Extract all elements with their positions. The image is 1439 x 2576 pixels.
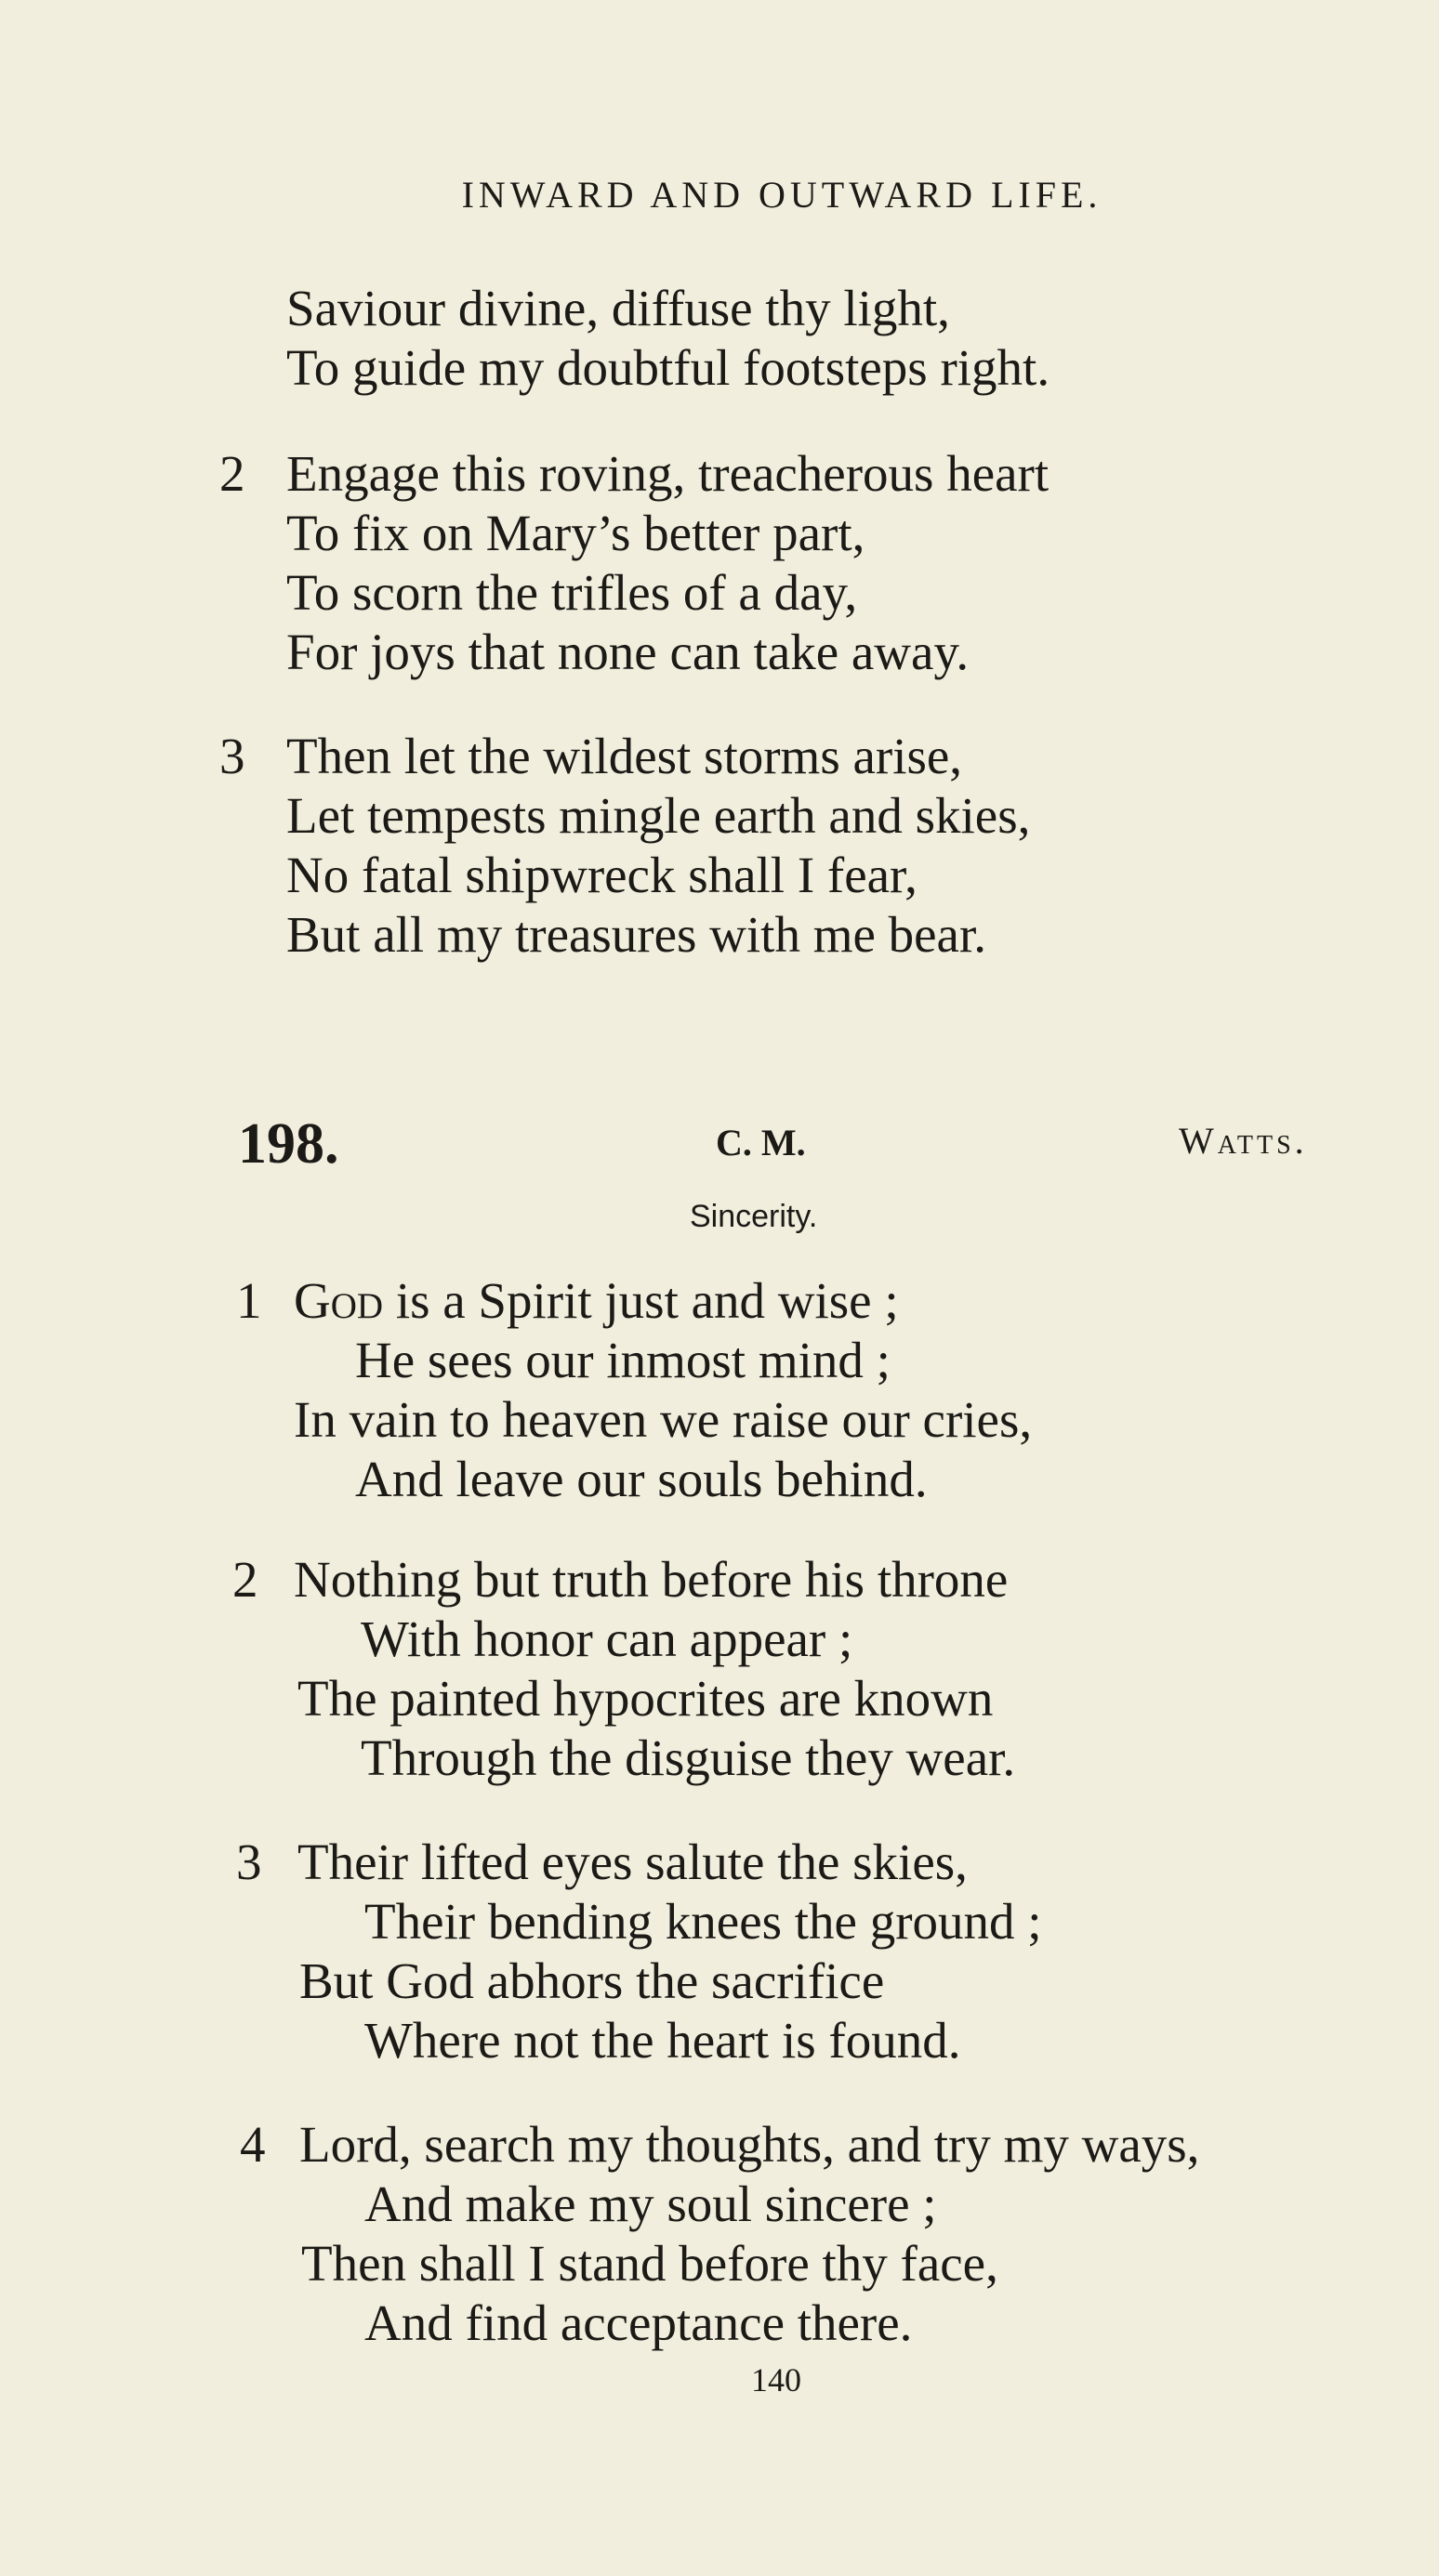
verse-line: Saviour divine, diffuse thy light, [286, 280, 950, 336]
verse-line: But God abhors the sacrifice [299, 1952, 885, 2009]
verse-line: He sees our inmost mind ; [355, 1332, 891, 1388]
stanza-number: 3 [219, 728, 245, 784]
verse-line: Where not the heart is found. [364, 2012, 961, 2069]
hymn-subtitle: Sincerity. [690, 1199, 818, 1234]
first-word: God [294, 1272, 384, 1329]
verse-line: The painted hypocrites are known [297, 1670, 994, 1727]
verse-line: To scorn the trifles of a day, [286, 564, 858, 621]
verse-line: No fatal shipwreck shall I fear, [286, 847, 918, 903]
stanza-number: 3 [236, 1833, 262, 1890]
hymn-meter: C. M. [716, 1122, 806, 1163]
hymn-number: 198. [238, 1112, 339, 1176]
running-head: INWARD AND OUTWARD LIFE. [461, 174, 1102, 216]
verse-line: Nothing but truth before his throne [294, 1551, 1009, 1608]
verse-line: And make my soul sincere ; [364, 2175, 937, 2232]
verse-line: Their lifted eyes salute the skies, [297, 1833, 968, 1890]
verse-line: Through the disguise they wear. [361, 1729, 1016, 1786]
verse-line: To guide my doubtful footsteps right. [286, 339, 1050, 396]
verse-line: To fix on Mary’s better part, [286, 505, 865, 561]
verse-line: And find acceptance there. [364, 2294, 913, 2351]
verse-line-rest: is a Spirit just and wise ; [383, 1272, 899, 1329]
verse-line: Their bending knees the ground ; [364, 1893, 1042, 1950]
verse-line: Let tempests mingle earth and skies, [286, 787, 1031, 844]
verse-line: But all my treasures with me bear. [286, 906, 987, 963]
stanza-number: 2 [219, 445, 245, 502]
verse-line: In vain to heaven we raise our cries, [294, 1391, 1033, 1448]
verse-line [294, 1271, 899, 1331]
hymn-author: Watts. [1179, 1120, 1308, 1162]
page-number: 140 [751, 2361, 801, 2399]
verse-line: And leave our souls behind. [355, 1451, 928, 1507]
verse-line: For joys that none can take away. [286, 624, 970, 680]
verse-line: Then shall I stand before thy face, [301, 2235, 998, 2292]
verse-line: Lord, search my thoughts, and try my ways, [299, 2116, 1200, 2173]
verse-line: With honor can appear ; [361, 1610, 853, 1667]
verse-line: Then let the wildest storms arise, [286, 728, 963, 784]
stanza-number: 4 [240, 2116, 266, 2173]
verse-line: Engage this roving, treacherous heart [286, 445, 1050, 502]
stanza-number: 1 [236, 1272, 262, 1329]
stanza-number: 2 [232, 1551, 258, 1608]
